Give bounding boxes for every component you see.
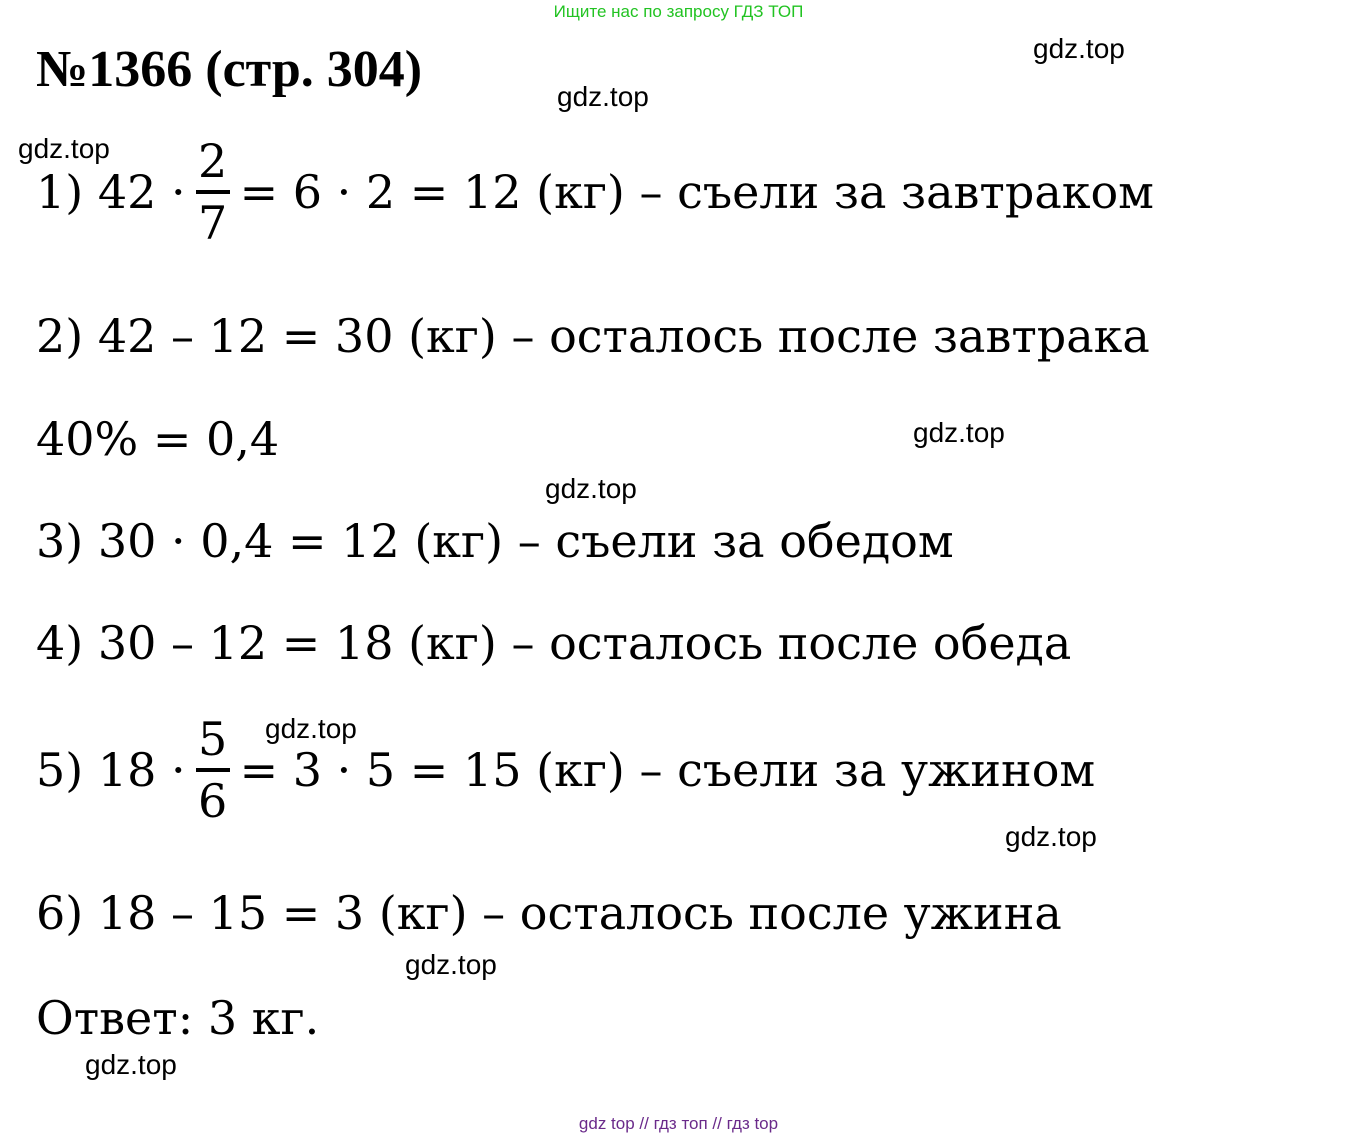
fraction-bar bbox=[196, 768, 230, 772]
solution-step-4: 4) 30 – 12 = 18 (кг) – осталось после обеда bbox=[36, 616, 1072, 670]
answer: Ответ: 3 кг. bbox=[36, 991, 320, 1045]
watermark: gdz.top bbox=[405, 949, 497, 980]
watermark: gdz.top bbox=[913, 417, 1005, 448]
solution-step-2: 2) 42 – 12 = 30 (кг) – осталось после завтрака bbox=[36, 309, 1150, 363]
fraction-denominator: 6 bbox=[197, 774, 228, 828]
watermark: gdz.top bbox=[557, 81, 649, 112]
step-1-suffix: = 6 · 2 = 12 (кг) – съели за завтраком bbox=[239, 165, 1154, 219]
watermark: gdz.top bbox=[545, 473, 637, 504]
solution-step-5 bbox=[36, 712, 1096, 828]
watermark: gdz.top bbox=[18, 133, 110, 164]
footer-links: gdz top // гдз топ // гдз top bbox=[578, 1114, 779, 1133]
search-banner: Ищите нас по запросу ГДЗ ТОП bbox=[553, 2, 804, 21]
percent-conversion: 40% = 0,4 bbox=[36, 412, 280, 466]
solution-step-6: 6) 18 – 15 = 3 (кг) – осталось после ужина bbox=[36, 886, 1062, 940]
watermark: gdz.top bbox=[85, 1049, 177, 1080]
fraction-bar bbox=[196, 190, 230, 194]
fraction-numerator: 5 bbox=[197, 712, 228, 766]
solution-step-1 bbox=[36, 134, 1154, 250]
page-title: №1366 (стр. 304) bbox=[36, 41, 423, 98]
watermark: gdz.top bbox=[265, 713, 357, 744]
solution-step-3: 3) 30 · 0,4 = 12 (кг) – съели за обедом bbox=[36, 514, 954, 568]
fraction-5-6 bbox=[196, 712, 230, 828]
fraction-2-7 bbox=[196, 134, 230, 250]
step-5-prefix: 5) 18 · bbox=[36, 743, 186, 797]
watermark: gdz.top bbox=[1033, 33, 1125, 64]
fraction-numerator: 2 bbox=[197, 134, 228, 188]
step-1-prefix: 1) 42 · bbox=[36, 165, 186, 219]
step-5-suffix: = 3 · 5 = 15 (кг) – съели за ужином bbox=[239, 743, 1096, 797]
watermark: gdz.top bbox=[1005, 821, 1097, 852]
fraction-denominator: 7 bbox=[197, 196, 228, 250]
